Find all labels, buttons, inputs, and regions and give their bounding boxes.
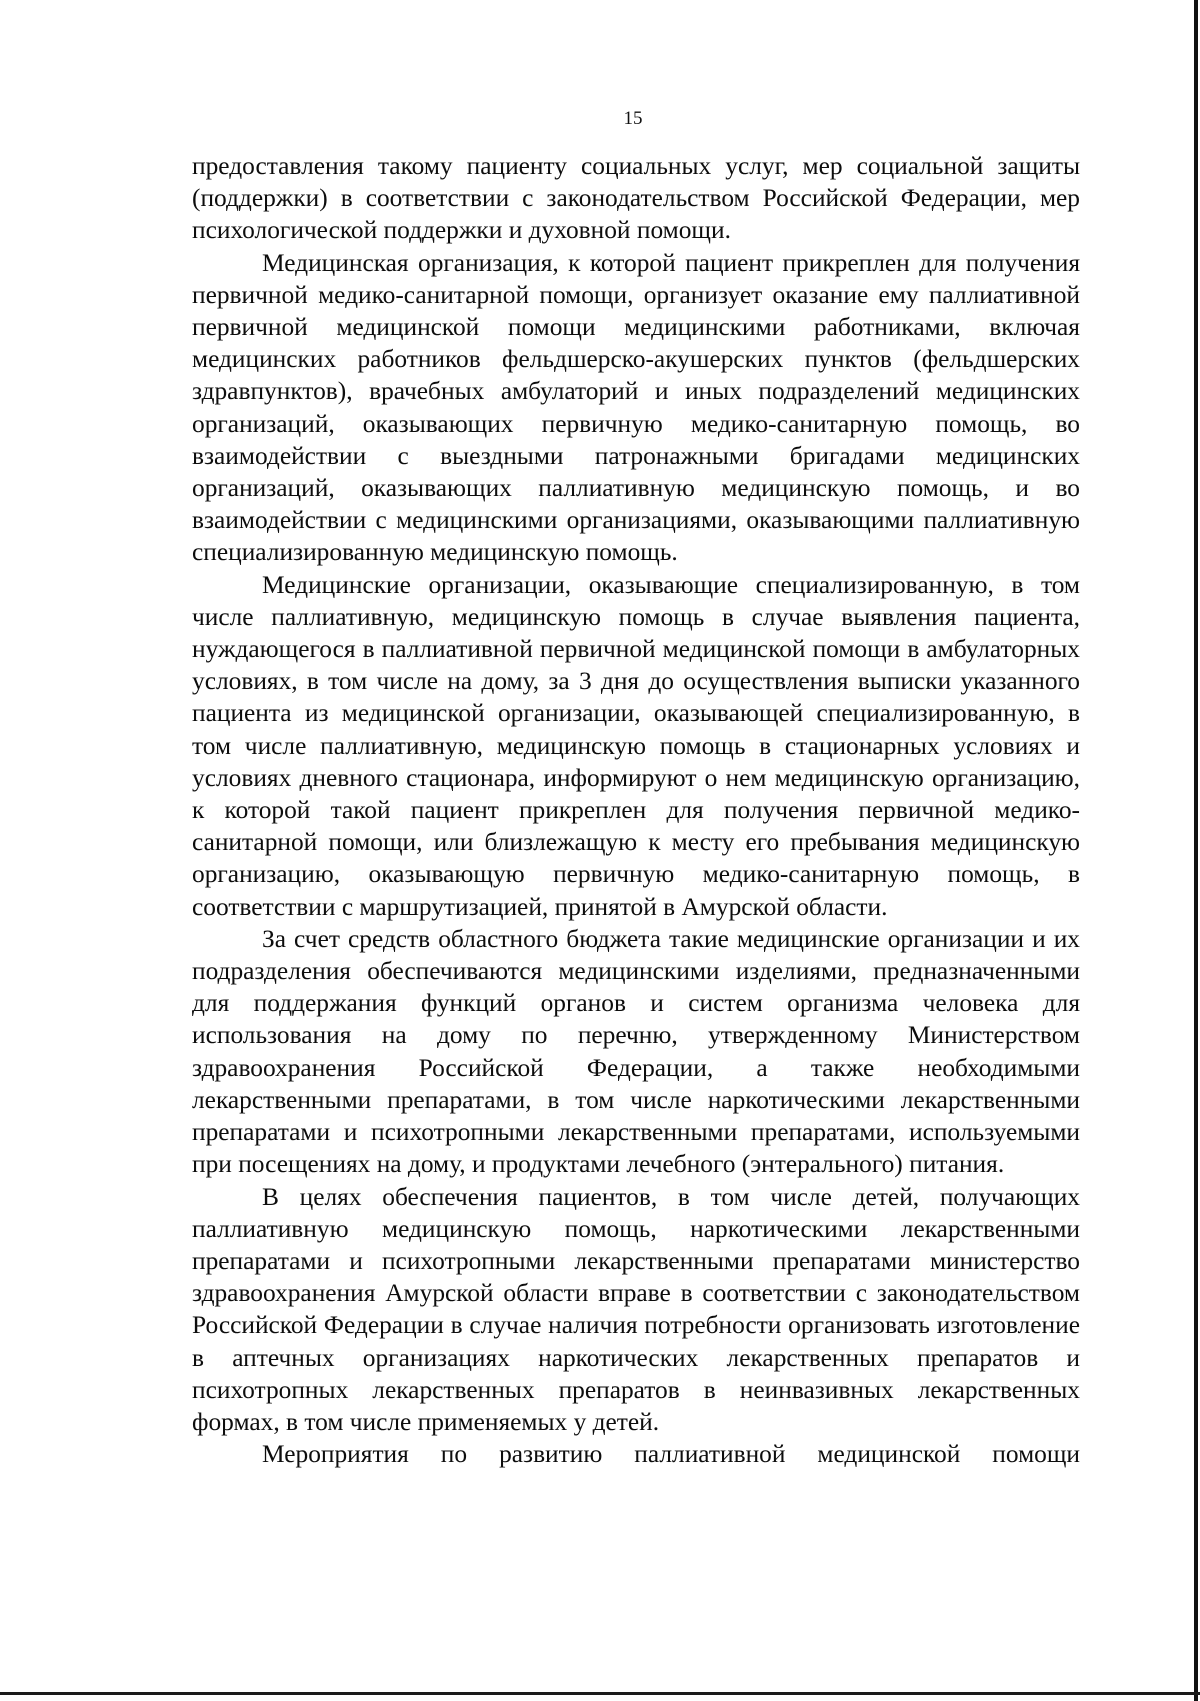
paragraph-2: Медицинская организация, к которой пациент прикреплен для получения первичной медико-санитарной помощи, организует оказание ему паллиативной первичной медицинской помощи медицинскими работниками, включая медицинских работников фельдшерско-акушерских пунктов (фельдшерских здравпунктов), врачебных амбулаторий и иных подразделений медицинских организаций, оказывающих первичную медико-санитарную помощь, во взаимодействии с выездными патронажными бригадами медицинских организаций, оказывающих паллиативную медицинскую помощь, и во взаимодействии с медицинскими организациями, оказывающими паллиативную специализированную медицинскую помощь.: [192, 248, 1080, 567]
document-body: [192, 150, 1080, 1470]
paragraph-6: Мероприятия по развитию паллиативной медицинской помощи: [262, 1440, 1080, 1469]
paragraph-1: предоставления такому пациенту социальных услуг, мер социальной защиты (поддержки) в соответствии с законодательством Российской Федерации, мер психологической поддержки и духовной помощи.: [192, 152, 1080, 245]
paragraph-5: В целях обеспечения пациентов, в том числе детей, получающих паллиативную медицинскую помощь, наркотическими лекарственными препаратами и психотропными лекарственными препаратами министерство здравоохранения Амурской области вправе в соответствии с законодательством Российской Федерации в случае наличия потребности организовать изготовление в аптечных организациях наркотических лекарственных препаратов и психотропных лекарственных препаратов в неинвазивных лекарственных формах, в том числе применяемых у детей.: [192, 1182, 1080, 1436]
scan-edge-bottom: [0, 1692, 1200, 1695]
paragraph-4: За счет средств областного бюджета такие медицинские организации и их подразделения обеспечиваются медицинскими изделиями, предназначенными для поддержания функций органов и систем организма человека для использования на дому по перечню, утвержденному Министерством здравоохранения Российской Федерации, а также необходимыми лекарственными препаратами, в том числе наркотическими лекарственными препаратами и психотропными лекарственными препаратами, используемыми при посещениях на дому, и продуктами лечебного (энтерального) питания.: [192, 924, 1080, 1179]
paragraph-3: Медицинские организации, оказывающие специализированную, в том числе паллиативную, медицинскую помощь в случае выявления пациента, нуждающегося в паллиативной первичной медицинской помощи в амбулаторных условиях, в том числе на дому, за 3 дня до осуществления выписки указанного пациента из медицинской организации, оказывающей специализированную, в том числе паллиативную, медицинскую помощь в стационарных условиях и условиях дневного стационара, информируют о нем медицинскую организацию, к которой такой пациент прикреплен для получения первичной медико-санитарной помощи, или близлежащую к месту его пребывания медицинскую организацию, оказывающую первичную медико-санитарную помощь, в соответствии с маршрутизацией, принятой в Амурской области.: [192, 570, 1080, 921]
page-number: 15: [623, 108, 643, 129]
scan-edge-right: [1194, 0, 1198, 1701]
